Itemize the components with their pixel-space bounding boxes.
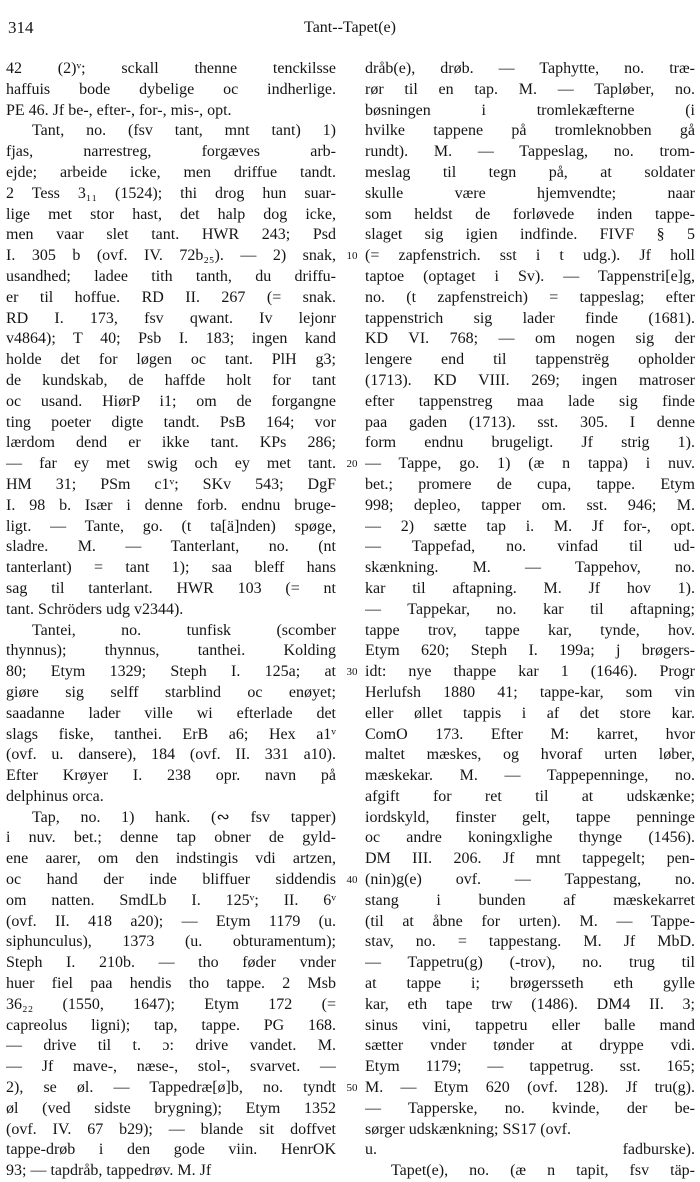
text-line: — 2) sætte tap i. M. Jf for-, opt. <box>365 517 695 535</box>
text-line: efter tappenstreg maa lade sig finde <box>365 392 695 410</box>
text-line: iordskyld, finster gelt, tappe penninge <box>365 808 695 826</box>
text-line: tant. Schröders udg v2344). <box>6 600 184 618</box>
text-line: taptoe (optaget i Sv). — Tappenstri[e]g, <box>365 267 695 285</box>
text-line: sørger udskænkning; SS17 (ovf. <box>365 1120 571 1138</box>
text-line: tappenstrich sig lader finde (1681). <box>365 309 695 327</box>
text-line: form endnu brugeligt. Jf strig 1). <box>365 434 695 452</box>
text-line: ligt. — Tante, go. (t ta[ä]nden) spøge, <box>6 517 336 535</box>
text-line: — drive til t. ɔ: drive vandet. M. <box>6 1037 336 1055</box>
text-line: M. — Etym 620 (ovf. 128). Jf tru(g). <box>365 1079 695 1097</box>
text-line: Etym 620; Steph I. 199a; j brøgers- <box>365 642 695 660</box>
text-line: 2), se øl. — Tappedræ[ø]b, no. tyndt <box>6 1079 336 1097</box>
text-line: er til hoffue. RD II. 267 (= snak. <box>6 288 336 306</box>
line-number: 10 <box>346 250 358 263</box>
text-line: som heldst de forløvede inden tappe- <box>365 205 695 223</box>
text-line: afgift for ret til at udskænke; <box>365 787 695 805</box>
text-line: (ovf. IV. 67 b29); — blande sit doffvet <box>6 1120 336 1138</box>
text-line: (= zapfenstrich. sst i t udg.). Jf holl <box>365 247 695 265</box>
text-line: (1713). KD VIII. 269; ingen matroser <box>365 371 695 389</box>
text-line: rør til en tap. M. — Tapløber, no. <box>365 80 695 98</box>
text-line: skulle være hjemvendte; naar <box>365 184 695 202</box>
text-line: oc andre koningxlighe thynge (1456). <box>365 829 695 847</box>
text-line: slags fiske, tanthei. ErB a6; Hex a1ᵛ <box>6 725 336 743</box>
text-line: Tant, no. (fsv tant, mnt tant) 1) <box>32 122 336 140</box>
text-line: sinus vini, tappetru eller balle mand <box>365 1016 695 1034</box>
text-line: holde det for løgen oc tant. PlH g3; <box>6 351 336 369</box>
running-head: Tant--Tapet(e) <box>304 19 396 36</box>
text-line: bet.; promere de cupa, tappe. Etym <box>365 475 695 493</box>
text-line: delphinus orca. <box>6 787 104 805</box>
text-line: capreolus ligni); tap, tappe. PG 168. <box>6 1016 336 1034</box>
text-line: meslag til tegn på, at soldater <box>365 163 695 181</box>
text-line: — Tappetru(g) (-trov), no. trug til <box>365 954 695 972</box>
text-line: Efter Krøyer I. 238 opr. navn på <box>6 767 336 785</box>
line-number: 20 <box>346 458 358 471</box>
text-line: usandhed; ladee tith tanth, du driffu- <box>6 267 336 285</box>
text-line: 36₂₂ (1550, 1647); Etym 172 (= <box>6 995 336 1013</box>
text-line: at tappe i; brøgersseth eth gylle <box>365 975 695 993</box>
text-line: stang i bunden af mæskekarret <box>365 891 695 909</box>
text-line: eller øllet tappis i af det store kar. <box>365 704 695 722</box>
text-line: slaget sig igien indfinde. FIVF § 5 <box>365 226 695 244</box>
text-line: Steph I. 210b. — tho føder vnder <box>6 954 336 972</box>
text-line: — Tappefad, no. vinfad til ud- <box>365 538 695 556</box>
text-line: lige met stor hast, det halp dog icke, <box>6 205 336 223</box>
text-line: 998; depleo, tapper om. sst. 946; M. <box>365 496 695 514</box>
page-header <box>0 0 700 44</box>
text-line: ting poeter digte tandt. PsB 164; vor <box>6 413 336 431</box>
text-line: haffuis bode dybelige oc indherlige. <box>6 80 336 98</box>
text-line: DM III. 206. Jf mnt tappegelt; pen- <box>365 850 695 868</box>
text-line: kar, eth tape trw (1486). DM4 II. 3; <box>365 995 695 1013</box>
text-line: (nin)g(e) ovf. — Tappestang, no. <box>365 871 695 889</box>
text-line: Tapet(e), no. (æ n tapit, fsv täp- <box>391 1162 695 1180</box>
left-column <box>6 59 336 1182</box>
text-line: 80; Etym 1329; Steph I. 125a; at <box>6 663 336 681</box>
text-line: øl (ved sidste brygning); Etym 1352 <box>6 1099 336 1117</box>
text-line: mæskekar. M. — Tappepenninge, no. <box>365 767 695 785</box>
text-line: maltet mæskes, og hvoraf urten løber, <box>365 746 695 764</box>
text-line: huer fiel paa hendis tho tappe. 2 Msb <box>6 975 336 993</box>
text-line: 93; — tapdråb, tappedrøv. M. Jf <box>6 1162 212 1180</box>
text-line: rundt). M. — Tappeslag, no. trom- <box>365 143 695 161</box>
text-line: paa gaden (1713). sst. 305. I denne <box>365 413 695 431</box>
text-line: PE 46. Jf be-, efter-, for-, mis-, opt. <box>6 101 232 119</box>
text-line: i nuv. bet.; denne tap obner de gyld- <box>6 829 336 847</box>
right-column <box>365 59 695 1182</box>
text-line: saadanne lader ville wi efterlade det <box>6 704 336 722</box>
text-line: u. fadburske). <box>365 1141 695 1159</box>
text-line: sladre. M. — Tanterlant, no. (nt <box>6 538 336 556</box>
text-line: thynnus); thynnus, tanthei. Kolding <box>6 642 336 660</box>
text-line: 42 (2)ᵛ; sckall thenne tenckilsse <box>6 60 336 77</box>
text-line: no. (t zapfenstreich) = tappeslag; efter <box>365 288 695 306</box>
text-line: Tantei, no. tunfisk (scomber <box>32 621 336 639</box>
text-line: lærdom dend er ikke tant. KPs 286; <box>6 434 336 452</box>
text-line: sag til tanterlant. HWR 103 (= nt <box>6 579 336 597</box>
text-line: men vaar slet tant. HWR 243; Psd <box>6 226 336 244</box>
text-line: Tap, no. 1) hank. (∾ fsv tapper) <box>32 808 336 826</box>
page-number: 314 <box>8 18 34 37</box>
text-line: tappe-drøb i den gode viin. HenrOK <box>6 1141 336 1159</box>
text-line: bøsningen i tromlekæfterne (i <box>365 101 695 119</box>
text-line: tappe trov, tappe kar, tynde, hov. <box>365 621 695 639</box>
text-line: de kundskab, de haffde holt for tant <box>6 371 336 389</box>
line-number: 40 <box>346 874 358 887</box>
text-line: oc hand der inde bliffuer siddendis <box>6 871 336 889</box>
text-line: siphunculus), 1373 (u. obturamentum); <box>6 933 336 951</box>
text-line: ejde; arbeide icke, men driffue tandt. <box>6 163 336 181</box>
text-line: — Jf mave-, næse-, stol-, svarvet. — <box>6 1058 336 1076</box>
text-line: (til at åbne for urten). M. — Tappe- <box>365 912 695 930</box>
text-line: 2 Tess 3₁₁ (1524); thi drog hun suar- <box>6 184 336 202</box>
text-line: kar til aftapning. M. Jf hov 1). <box>365 579 695 597</box>
text-line: sætter vnder tønder at dryppe vdi. <box>365 1037 695 1055</box>
text-line: (ovf. II. 418 a20); — Etym 1179 (u. <box>6 912 336 930</box>
text-line: ComO 173. Efter M: karret, hvor <box>365 725 695 743</box>
text-line: KD VI. 768; — om nogen sig der <box>365 330 695 348</box>
text-line: (ovf. u. dansere), 184 (ovf. II. 331 a10). <box>6 746 336 764</box>
text-line: I. 305 b (ovf. IV. 72b₂₅). — 2) snak, <box>6 247 336 265</box>
text-line: hvilke tappene på tromleknobben gå <box>365 122 695 140</box>
text-line: idt: nye thappe kar 1 (1646). Progr <box>365 663 695 681</box>
text-line: lengere end til tappenstrëg opholder <box>365 351 695 369</box>
text-line: ene aarer, om den indstingis vdi artzen, <box>6 850 336 868</box>
line-number: 50 <box>346 1082 358 1095</box>
text-line: fjas, narrestreg, forgæves arb- <box>6 143 336 161</box>
text-line: skænkning. M. — Tappehov, no. <box>365 559 695 577</box>
text-line: om natten. SmdLb I. 125ᵛ; II. 6ᵛ <box>6 891 336 909</box>
text-line: Herlufsh 1880 41; tappe-kar, som vin <box>365 683 695 701</box>
text-line: — Tappekar, no. kar til aftapning; <box>365 600 695 618</box>
text-line: stav, no. = tappestang. M. Jf MbD. <box>365 933 695 951</box>
text-line: — Tapperske, no. kvinde, der be- <box>365 1099 695 1117</box>
text-line: dråb(e), drøb. — Taphytte, no. træ- <box>365 60 695 77</box>
text-line: giøre sig selff starblind oc enøyet; <box>6 683 336 701</box>
text-line: HM 31; PSm c1ᵛ; SKv 543; DgF <box>6 475 336 493</box>
line-number: 30 <box>346 666 358 679</box>
text-line: v4864); T 40; Psb I. 183; ingen kand <box>6 330 336 348</box>
text-line: RD I. 173, fsv qwant. Iv lejonr <box>6 309 336 327</box>
text-line: tanterlant) = tant 1); saa bleff hans <box>6 559 336 577</box>
text-line: I. 98 b. Især i denne forb. endnu bruge- <box>6 496 336 514</box>
text-line: — Tappe, go. 1) (æ n tappa) i nuv. <box>365 455 695 473</box>
text-line: — far ey met swig och ey met tant. <box>6 455 336 473</box>
text-line: Etym 1179; — tappetrug. sst. 165; <box>365 1058 695 1076</box>
text-line: oc usand. HiørP i1; om de forgangne <box>6 392 336 410</box>
